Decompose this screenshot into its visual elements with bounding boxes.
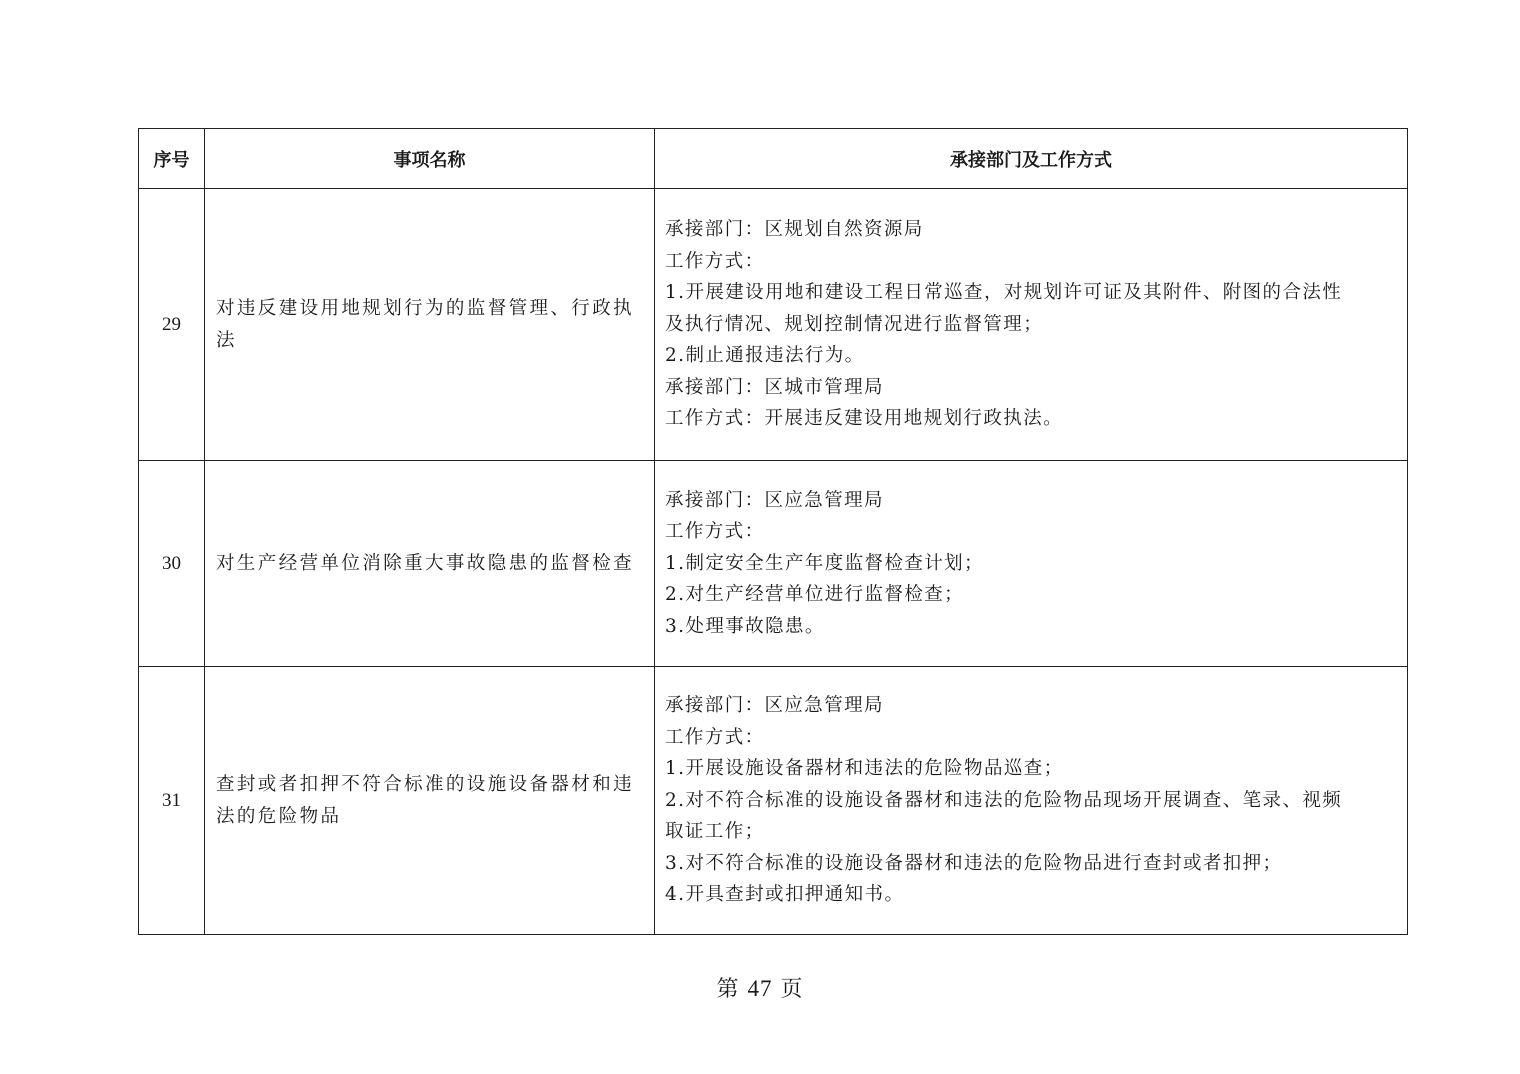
page-prefix: 第 <box>716 977 740 1002</box>
row-seq: 30 <box>139 461 205 667</box>
dept-line: 承接部门：区城市管理局 <box>665 376 884 398</box>
header-name: 事项名称 <box>205 129 655 189</box>
dept-line: 承接部门：区规划自然资源局 <box>665 219 924 241</box>
dept-line: 2.对生产经营单位进行监督检查； <box>665 584 965 606</box>
dept-line: 1.开展建设用地和建设工程日常巡查，对规划许可证及其附件、附图的合法性 <box>665 282 1343 304</box>
table-row <box>139 667 1408 935</box>
dept-line: 2.制止通报违法行为。 <box>665 345 865 367</box>
dept-line: 4.开具查封或扣押通知书。 <box>665 884 905 906</box>
row-dept-method <box>655 189 1408 461</box>
table-row <box>139 461 1408 667</box>
row-item-name: 对生产经营单位消除重大事故隐患的监督检查 <box>205 461 655 667</box>
dept-line: 工作方式： <box>665 521 765 543</box>
dept-line: 承接部门：区应急管理局 <box>665 695 884 717</box>
dept-line: 承接部门：区应急管理局 <box>665 489 884 511</box>
header-dept: 承接部门及工作方式 <box>655 129 1408 189</box>
page-suffix: 页 <box>780 977 804 1002</box>
table-row <box>139 189 1408 461</box>
dept-line: 3.处理事故隐患。 <box>665 615 825 637</box>
dept-line: 1.开展设施设备器材和违法的危险物品巡查； <box>665 758 1064 780</box>
table-header-row <box>139 129 1408 189</box>
row-seq: 31 <box>139 667 205 935</box>
header-seq: 序号 <box>139 129 205 189</box>
page-number-footer <box>0 972 1520 1003</box>
dept-line: 取证工作； <box>665 821 765 843</box>
row-item-name: 对违反建设用地规划行为的监督管理、行政执法 <box>205 189 655 461</box>
row-dept-method <box>655 461 1408 667</box>
row-dept-method <box>655 667 1408 935</box>
dept-line: 及执行情况、规划控制情况进行监督管理； <box>665 313 1044 335</box>
dept-line: 工作方式： <box>665 726 765 748</box>
matters-table <box>138 128 1408 935</box>
dept-line: 3.对不符合标准的设施设备器材和违法的危险物品进行查封或者扣押； <box>665 852 1283 874</box>
dept-line: 工作方式：开展违反建设用地规划行政执法。 <box>665 408 1064 430</box>
dept-line: 工作方式： <box>665 250 765 272</box>
page-number: 47 <box>747 976 773 1001</box>
row-item-name: 查封或者扣押不符合标准的设施设备器材和违法的危险物品 <box>205 667 655 935</box>
row-seq: 29 <box>139 189 205 461</box>
dept-line: 2.对不符合标准的设施设备器材和违法的危险物品现场开展调查、笔录、视频 <box>665 789 1343 811</box>
dept-line: 1.制定安全生产年度监督检查计划； <box>665 552 984 574</box>
